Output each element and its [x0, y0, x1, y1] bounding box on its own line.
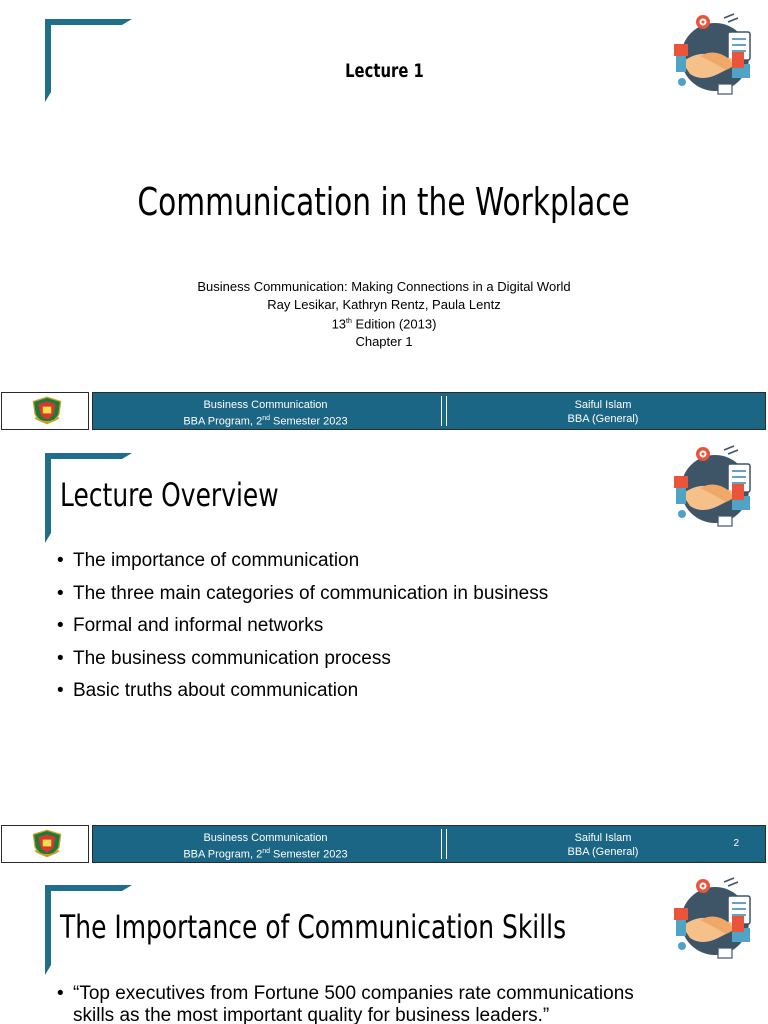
book-authors: Ray Lesikar, Kathryn Rentz, Paula Lentz — [267, 296, 501, 312]
corner-accent-vertical — [45, 885, 51, 965]
slide-title-text: Communication in the Workplace — [137, 180, 631, 224]
slide-2 — [0, 436, 768, 822]
corner-accent-horizontal — [45, 19, 122, 25]
quote-bullet: • “Top executives from Fortune 500 companies rate communications skills as the most important quality for business leaders.” — [57, 983, 634, 1024]
lecture-label — [0, 60, 768, 82]
slide-title-text: The Importance of Communication Skills — [60, 908, 567, 946]
list-item: • The importance of communication — [57, 545, 548, 578]
footer-bar — [92, 825, 766, 863]
book-title: Business Communication: Making Connections in a Digital World — [197, 279, 571, 294]
list-item: • The business communication process — [57, 643, 548, 676]
overview-bullet-list — [57, 545, 548, 708]
corner-accent-horizontal — [45, 885, 122, 891]
footer-instructor-info: Saiful Islam BBA (General) — [567, 832, 639, 858]
slide-3 — [0, 868, 768, 1024]
book-chapter: Chapter 1 — [355, 333, 413, 349]
book-info — [0, 278, 768, 350]
university-crest-icon — [30, 827, 64, 859]
footer-course-info: Business Communication BBA Program, 2nd Semester 2023 — [183, 832, 348, 861]
footer-separator — [441, 396, 447, 426]
corner-accent-vertical — [45, 453, 51, 533]
slide-1 — [0, 0, 768, 390]
handshake-business-icon — [670, 444, 760, 534]
slide-title — [0, 180, 768, 224]
footer-instructor-info: Saiful Islam BBA (General) — [567, 399, 639, 425]
slide-footer-1 — [0, 392, 768, 430]
lecture-label-text: Lecture 1 — [344, 60, 424, 82]
slide-title-text: Lecture Overview — [60, 476, 279, 514]
book-edition: 13th Edition (2013) — [331, 316, 437, 332]
page-number: 2 — [733, 838, 739, 849]
list-item: • Formal and informal networks — [57, 610, 548, 643]
slide-title — [60, 908, 709, 946]
footer-bar — [92, 392, 766, 430]
footer-course-info: Business Communication BBA Program, 2nd Semester 2023 — [183, 399, 348, 428]
slide-title — [60, 476, 340, 514]
university-crest-icon — [30, 394, 64, 426]
corner-accent-horizontal — [45, 453, 122, 459]
footer-separator — [441, 829, 447, 859]
logo-box — [1, 392, 89, 430]
list-item: • The three main categories of communication in business — [57, 578, 548, 611]
slide-footer-2 — [0, 825, 768, 863]
handshake-business-icon — [670, 12, 760, 102]
list-item: • Basic truths about communication — [57, 675, 548, 708]
logo-box — [1, 825, 89, 863]
